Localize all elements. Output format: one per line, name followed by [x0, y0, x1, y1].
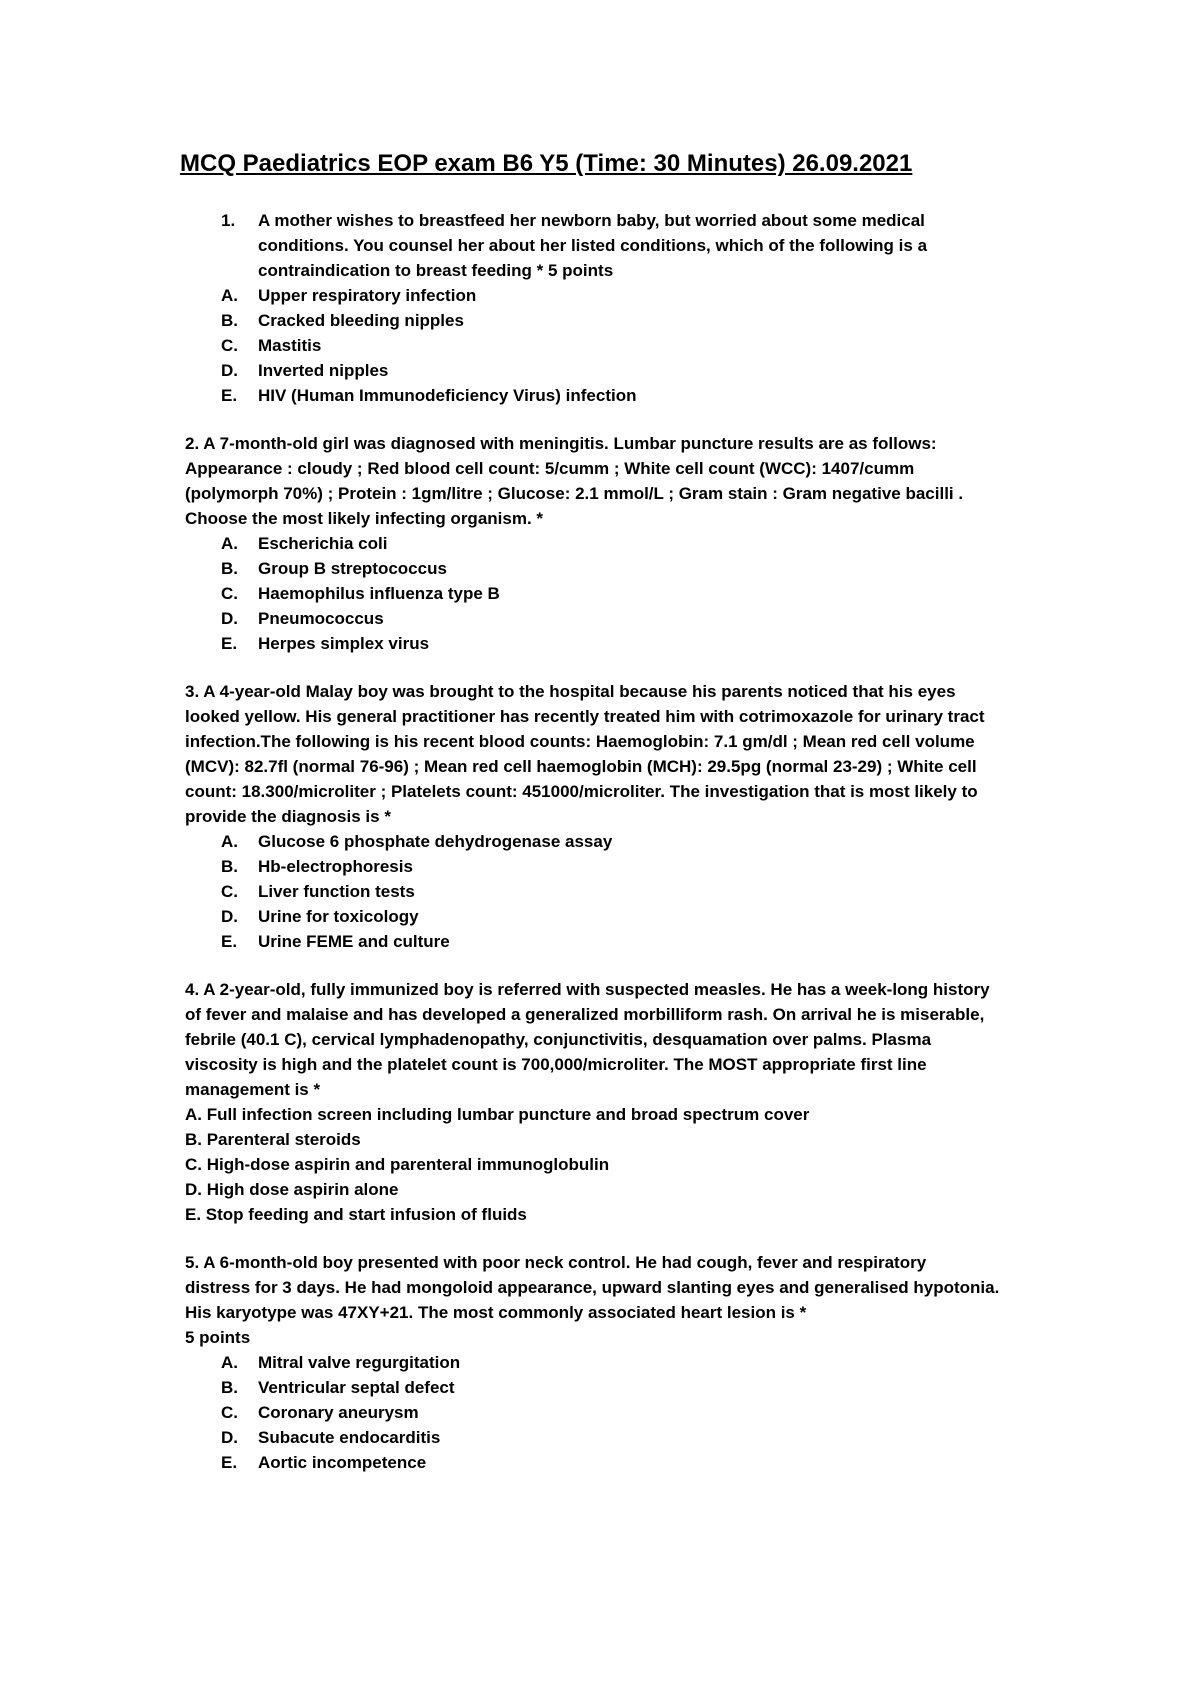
- option-letter: D.: [221, 609, 238, 628]
- question-3-text-line: provide the diagnosis is *: [185, 807, 391, 826]
- option-letter: A.: [221, 1353, 238, 1372]
- question-3-text-line: (MCV): 82.7fl (normal 76-96) ; Mean red cell haemoglobin (MCH): 29.5pg (normal 23-29) ; White cell: [185, 757, 977, 776]
- question-4-option-c: C. High-dose aspirin and parenteral immunoglobulin: [185, 1155, 610, 1174]
- option-letter: E.: [221, 1453, 238, 1472]
- option-text: Mitral valve regurgitation: [258, 1353, 461, 1372]
- question-2-text-line: (polymorph 70%) ; Protein : 1gm/litre ; Glucose: 2.1 mmol/L ; Gram stain : Gram negative bacilli .: [185, 484, 964, 503]
- option-letter: B.: [221, 857, 238, 876]
- question-5-points: 5 points: [185, 1328, 251, 1347]
- option-letter: E.: [221, 634, 238, 653]
- option-letter: E.: [221, 386, 238, 405]
- question-2-text-line: Appearance : cloudy ; Red blood cell count: 5/cumm ; White cell count (WCC): 1407/cumm: [185, 459, 915, 478]
- option-letter: A.: [221, 286, 238, 305]
- option-letter: B.: [221, 559, 238, 578]
- question-4-option-a: A. Full infection screen including lumbar puncture and broad spectrum cover: [185, 1105, 810, 1124]
- option-text: Haemophilus influenza type B: [258, 584, 500, 603]
- option-letter: D.: [221, 1428, 238, 1447]
- option-text: Hb-electrophoresis: [258, 857, 413, 876]
- option-text: Urine FEME and culture: [258, 932, 450, 951]
- option-letter: C.: [221, 882, 238, 901]
- question-4-text-line: of fever and malaise and has developed a generalized morbilliform rash. On arrival he is miserable,: [185, 1005, 985, 1024]
- option-text: Herpes simplex virus: [258, 634, 430, 653]
- question-2-text-line: 2. A 7-month-old girl was diagnosed with meningitis. Lumbar puncture results are as follows:: [185, 434, 937, 453]
- question-2-text-line: Choose the most likely infecting organism. *: [185, 509, 544, 528]
- question-4-text-line: 4. A 2-year-old, fully immunized boy is referred with suspected measles. He has a week-long history: [185, 980, 990, 999]
- question-3-text-line: looked yellow. His general practitioner has recently treated him with cotrimoxazole for urinary tract: [185, 707, 985, 726]
- option-text: Mastitis: [258, 336, 322, 355]
- option-text: Subacute endocarditis: [258, 1428, 441, 1447]
- option-letter: A.: [221, 534, 238, 553]
- question-4-option-e: E. Stop feeding and start infusion of fluids: [185, 1205, 527, 1224]
- option-text: Urine for toxicology: [258, 907, 419, 926]
- option-text: Ventricular septal defect: [258, 1378, 455, 1397]
- question-5-text-line: 5. A 6-month-old boy presented with poor neck control. He had cough, fever and respiratory: [185, 1253, 927, 1272]
- option-letter: B.: [221, 1378, 238, 1397]
- option-letter: A.: [221, 832, 238, 851]
- question-4-text-line: management is *: [185, 1080, 321, 1099]
- question-4-text-line: viscosity is high and the platelet count is 700,000/microliter. The MOST appropriate first line: [185, 1055, 927, 1074]
- option-text: Liver function tests: [258, 882, 415, 901]
- option-text: Cracked bleeding nipples: [258, 311, 464, 330]
- option-text: HIV (Human Immunodeficiency Virus) infection: [258, 386, 637, 405]
- option-text: Glucose 6 phosphate dehydrogenase assay: [258, 832, 613, 851]
- option-text: Inverted nipples: [258, 361, 389, 380]
- option-letter: B.: [221, 311, 238, 330]
- option-letter: C.: [221, 584, 238, 603]
- question-4-option-d: D. High dose aspirin alone: [185, 1180, 399, 1199]
- question-4-option-b: B. Parenteral steroids: [185, 1130, 361, 1149]
- question-4-text-line: febrile (40.1 C), cervical lymphadenopathy, conjunctivitis, desquamation over palms. Plasma: [185, 1030, 932, 1049]
- option-text: Upper respiratory infection: [258, 286, 477, 305]
- question-5-text-line: His karyotype was 47XY+21. The most commonly associated heart lesion is *: [185, 1303, 807, 1322]
- question-1-text-line: A mother wishes to breastfeed her newborn baby, but worried about some medical: [258, 211, 925, 230]
- option-letter: D.: [221, 361, 238, 380]
- question-3-text-line: 3. A 4-year-old Malay boy was brought to the hospital because his parents noticed that his eyes: [185, 682, 956, 701]
- option-text: Aortic incompetence: [258, 1453, 427, 1472]
- question-1-number: 1.: [221, 211, 236, 230]
- question-5-text-line: distress for 3 days. He had mongoloid appearance, upward slanting eyes and generalised hypotonia.: [185, 1278, 1000, 1297]
- option-text: Pneumococcus: [258, 609, 384, 628]
- option-letter: D.: [221, 907, 238, 926]
- question-1-text-line: contraindication to breast feeding * 5 points: [258, 261, 614, 280]
- option-text: Group B streptococcus: [258, 559, 447, 578]
- option-letter: C.: [221, 336, 238, 355]
- page-title: MCQ Paediatrics EOP exam B6 Y5 (Time: 30 Minutes) 26.09.2021: [180, 150, 913, 177]
- option-text: Escherichia coli: [258, 534, 388, 553]
- question-1-text-line: conditions. You counsel her about her listed conditions, which of the following is a: [258, 236, 928, 255]
- option-letter: C.: [221, 1403, 238, 1422]
- question-3-text-line: count: 18.300/microliter ; Platelets count: 451000/microliter. The investigation that is most likely to: [185, 782, 978, 801]
- option-letter: E.: [221, 932, 238, 951]
- option-text: Coronary aneurysm: [258, 1403, 419, 1422]
- question-3-text-line: infection.The following is his recent blood counts: Haemoglobin: 7.1 gm/dl ; Mean red cell volume: [185, 732, 975, 751]
